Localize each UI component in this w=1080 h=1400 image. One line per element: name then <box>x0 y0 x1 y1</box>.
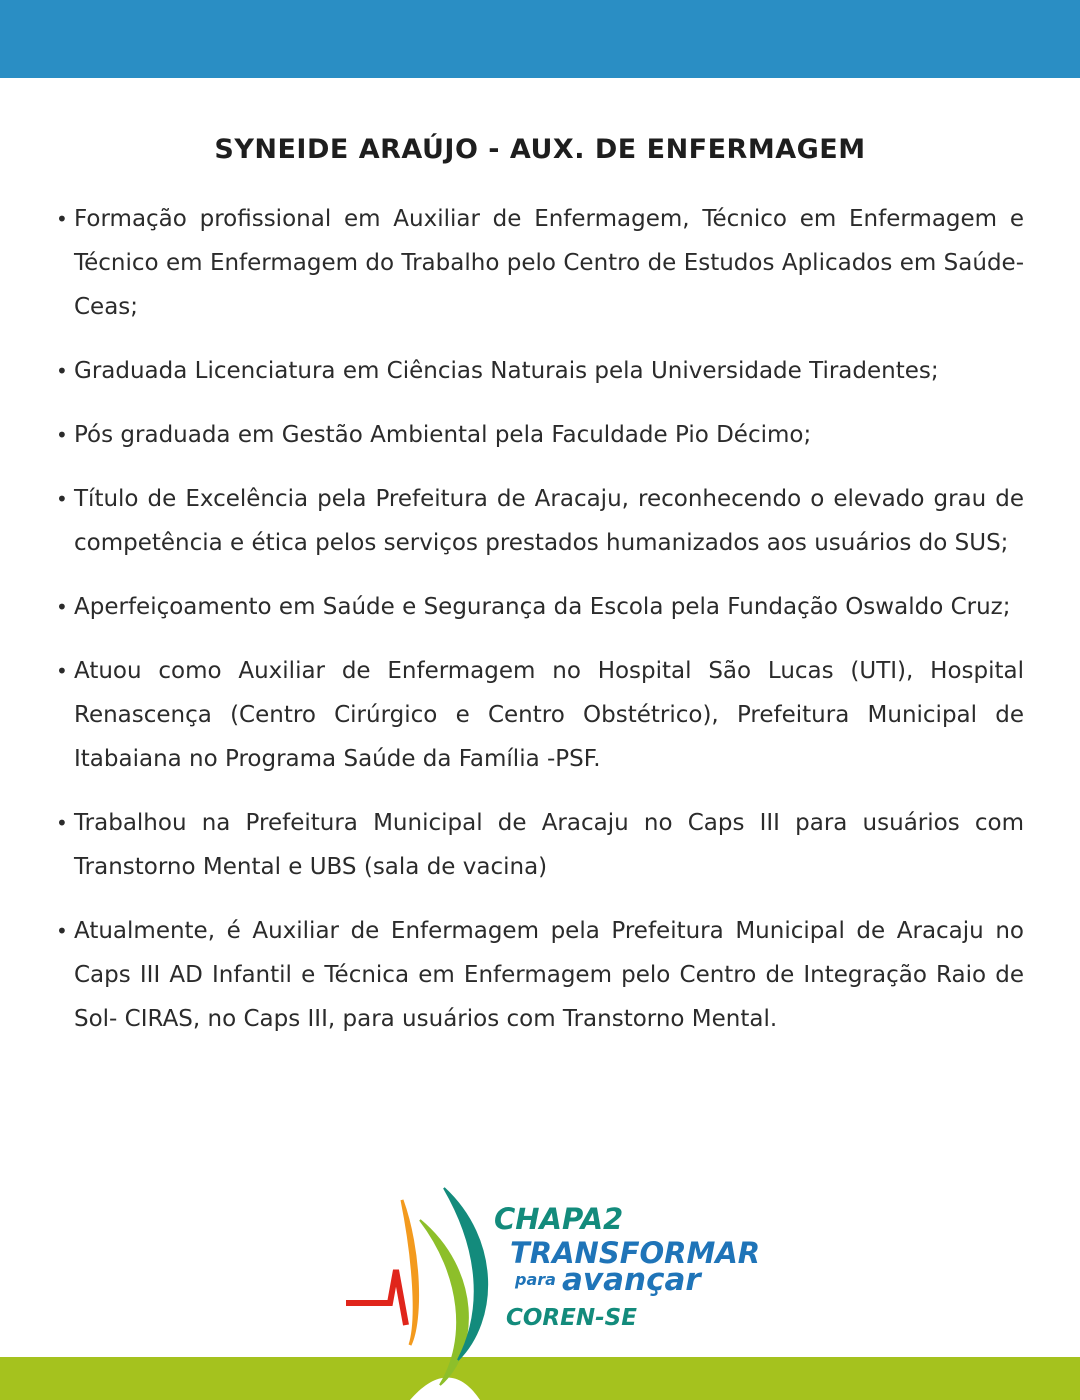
list-item: • Formação profissional em Auxiliar de Enfermagem, Técnico em Enfermagem e Técnico em Enfermagem do Trabalho pelo Centro de Estudos Aplicados em Saúde- Ceas; <box>56 197 1024 329</box>
list-item: • Atualmente, é Auxiliar de Enfermagem pela Prefeitura Municipal de Aracaju no Caps III AD Infantil e Técnica em Enfermagem pelo Centro de Integração Raio de Sol- CIRAS, no Caps III, para usuários com Transtorno Mental. <box>56 909 1024 1041</box>
top-banner <box>0 0 1080 78</box>
list-item: • Trabalhou na Prefeitura Municipal de Aracaju no Caps III para usuários com Transtorno Mental e UBS (sala de vacina) <box>56 801 1024 889</box>
logo-line-avancar: avançar <box>562 1262 701 1298</box>
chapa2-logo <box>340 1180 761 1400</box>
list-item: • Aperfeiçoamento em Saúde e Segurança da Escola pela Fundação Oswaldo Cruz; <box>56 585 1024 629</box>
list-item: • Título de Excelência pela Prefeitura de Aracaju, reconhecendo o elevado grau de competência e ética pelos serviços prestados humanizados aos usuários do SUS; <box>56 477 1024 565</box>
page-title: SYNEIDE ARAÚJO - AUX. DE ENFERMAGEM <box>214 134 866 165</box>
logo-line-transformar: TRANSFORMAR <box>510 1236 761 1270</box>
logo-line-chapa2: CHAPA2 <box>494 1202 624 1236</box>
logo-line-para: para <box>515 1270 556 1289</box>
logo-line-coren: COREN-SE <box>506 1305 637 1331</box>
list-item: • Atuou como Auxiliar de Enfermagem no Hospital São Lucas (UTI), Hospital Renascença (Centro Cirúrgico e Centro Obstétrico), Prefeitura Municipal de Itabaiana no Programa Saúde da Família -PSF. <box>56 649 1024 781</box>
list-item: • Pós graduada em Gestão Ambiental pela Faculdade Pio Décimo; <box>56 413 1024 457</box>
list-item: • Graduada Licenciatura em Ciências Naturais pela Universidade Tiradentes; <box>56 349 1024 393</box>
credentials-list <box>56 197 1024 1061</box>
